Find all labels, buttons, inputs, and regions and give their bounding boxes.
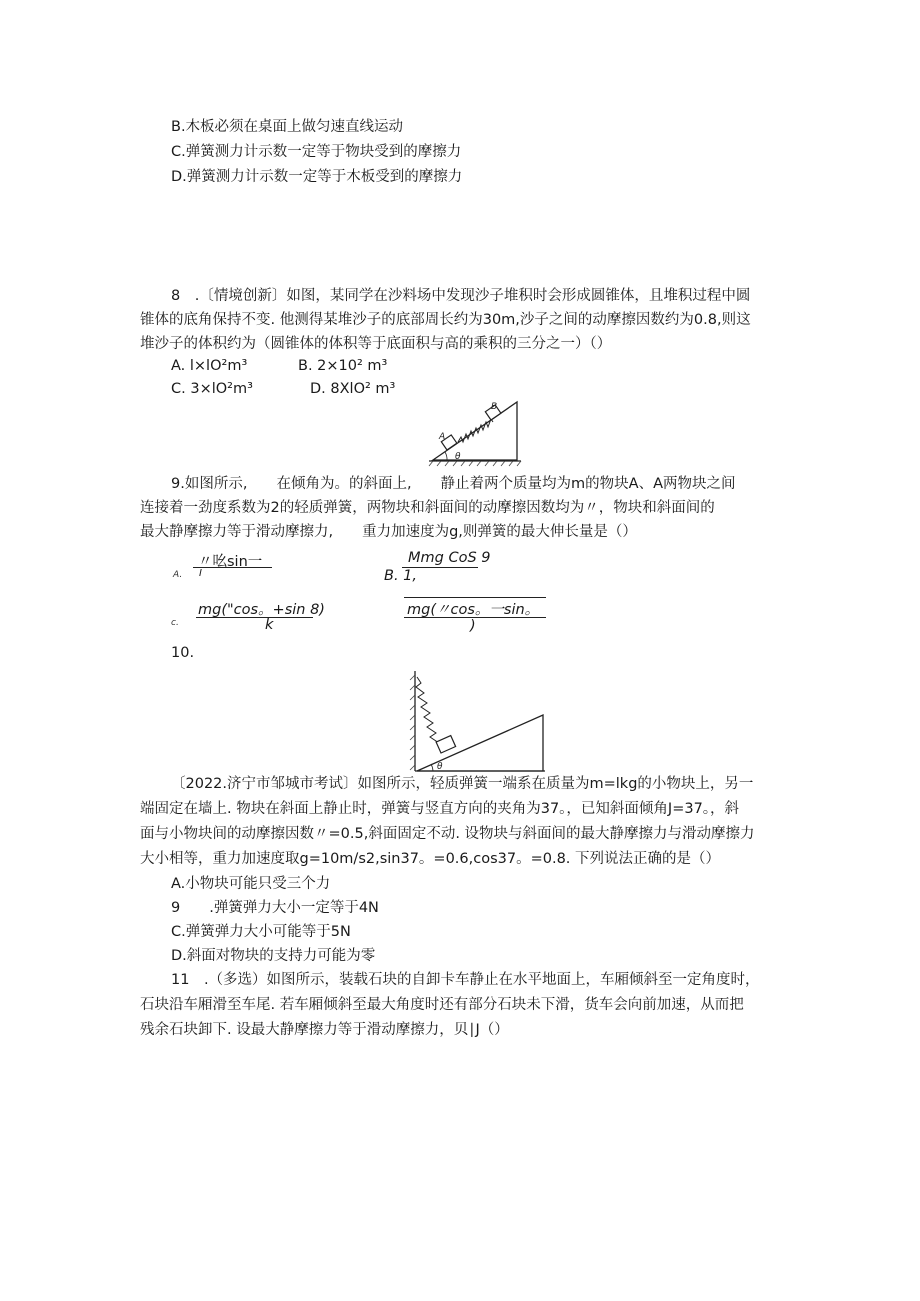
- q8-text-line2: 锥体的底角保持不变. 他测得某堆沙子的底部周长约为30m,沙子之间的动摩擦因数约为0.8,则这: [140, 312, 751, 328]
- q9-incline-figure: [425, 395, 525, 467]
- q8-option-b: B. 2×10² m³: [298, 358, 388, 374]
- q9-option-d-numerator: mg(〃cos。一sin。: [407, 602, 540, 618]
- q10-option-a: A.小物块可能只受三个力: [171, 876, 331, 892]
- q8-text-line3: 堆沙子的体积约为（圆锥体的体积等于底面积与高的乘积的三分之一）（）: [140, 336, 612, 352]
- q9-text-line1: 9.如图所示, 在倾角为。的斜面上, 静止着两个质量均为m的物块A、A两物块之间: [171, 476, 736, 492]
- q10-option-d: D.斜面对物块的支持力可能为零: [171, 948, 376, 964]
- q9-option-b-label: B. 1,: [384, 568, 418, 584]
- q8-option-a: A. l×lO²m³: [171, 358, 248, 374]
- q10-text-line1: 〔2022.济宁市邹城市考试〕如图所示，轻质弹簧一端系在质量为m=lkg的小物块上，另一: [171, 776, 754, 792]
- block: [436, 736, 455, 753]
- q9-option-c-bar: [196, 617, 313, 618]
- q9-option-a-numerator: 〃吆sin一: [198, 554, 263, 570]
- q10-text-line4: 大小相等，重力加速度取g=10m∕s2,sin37。=0.6,cos37。=0.8. 下列说法正确的是（）: [140, 851, 721, 867]
- q11-text-line1: 11 .（多选）如图所示，装载石块的自卸卡车静止在水平地面上，车厢倾斜至一定角度时，: [171, 972, 760, 988]
- q11-text-line2: 石块沿车厢滑至车尾. 若车厢倾斜至最大角度时还有部分石块未下滑，货车会向前加速，从而把: [140, 997, 744, 1013]
- label-b: B: [491, 402, 498, 412]
- q8-text-line1: 8 .〔情境创新〕如图，某同学在沙料场中发现沙子堆积时会形成圆锥体，且堆积过程中圆: [171, 288, 751, 304]
- q9-option-c-denominator: k: [265, 617, 274, 633]
- q11-text-line3: 残余石块卸下. 设最大静摩擦力等于滑动摩擦力，贝∣J（）: [140, 1022, 509, 1038]
- q9-option-b-numerator: Mmg CoS 9: [408, 550, 491, 566]
- q7-option-c: C.弹簧测力计示数一定等于物块受到的摩擦力: [171, 144, 462, 160]
- q9-option-c-label: c.: [171, 618, 179, 628]
- q10-option-b: 9 .弹簧弹力大小一定等于4N: [171, 900, 379, 916]
- spring: [416, 677, 441, 745]
- q9-option-d-denominator: ): [470, 618, 476, 634]
- q9-option-a-bar: [193, 567, 272, 568]
- label-a: A: [439, 432, 446, 442]
- q10-number: 10.: [171, 645, 195, 661]
- q10-text-line2: 端固定在墙上. 物块在斜面上静止时，弹簧与竖直方向的夹角为37。，已知斜面倾角J=37。，斜: [140, 801, 740, 817]
- q10-incline-figure: [405, 667, 555, 777]
- q10-option-c: C.弹簧弹力大小可能等于5N: [171, 924, 351, 940]
- q9-option-a-denominator: I: [199, 568, 202, 579]
- label-theta: θ: [455, 452, 461, 462]
- q10-text-line3: 面与小物块间的动摩擦因数〃=0.5,斜面固定不动. 设物块与斜面间的最大静摩擦力与滑动摩擦力: [140, 826, 755, 842]
- q7-option-d: D.弹簧测力计示数一定等于木板受到的摩擦力: [171, 169, 463, 185]
- q8-option-d: D. 8XlO² m³: [310, 381, 396, 397]
- q9-option-a-label: A.: [173, 570, 183, 580]
- q8-option-c: C. 3×lO²m³: [171, 381, 253, 397]
- q9-text-line3: 最大静摩擦力等于滑动摩擦力, 重力加速度为g,则弹簧的最大伸长量是（）: [140, 524, 637, 540]
- q9-text-line2: 连接着一劲度系数为2的轻质弹簧，两物块和斜面间的动摩擦因数均为〃，物块和斜面间的: [140, 500, 715, 516]
- q9-option-c-numerator: mg("cos。+sin 8): [198, 602, 325, 618]
- q7-option-b: B.木板必须在桌面上做匀速直线运动: [171, 119, 404, 135]
- label-theta: θ: [437, 762, 443, 772]
